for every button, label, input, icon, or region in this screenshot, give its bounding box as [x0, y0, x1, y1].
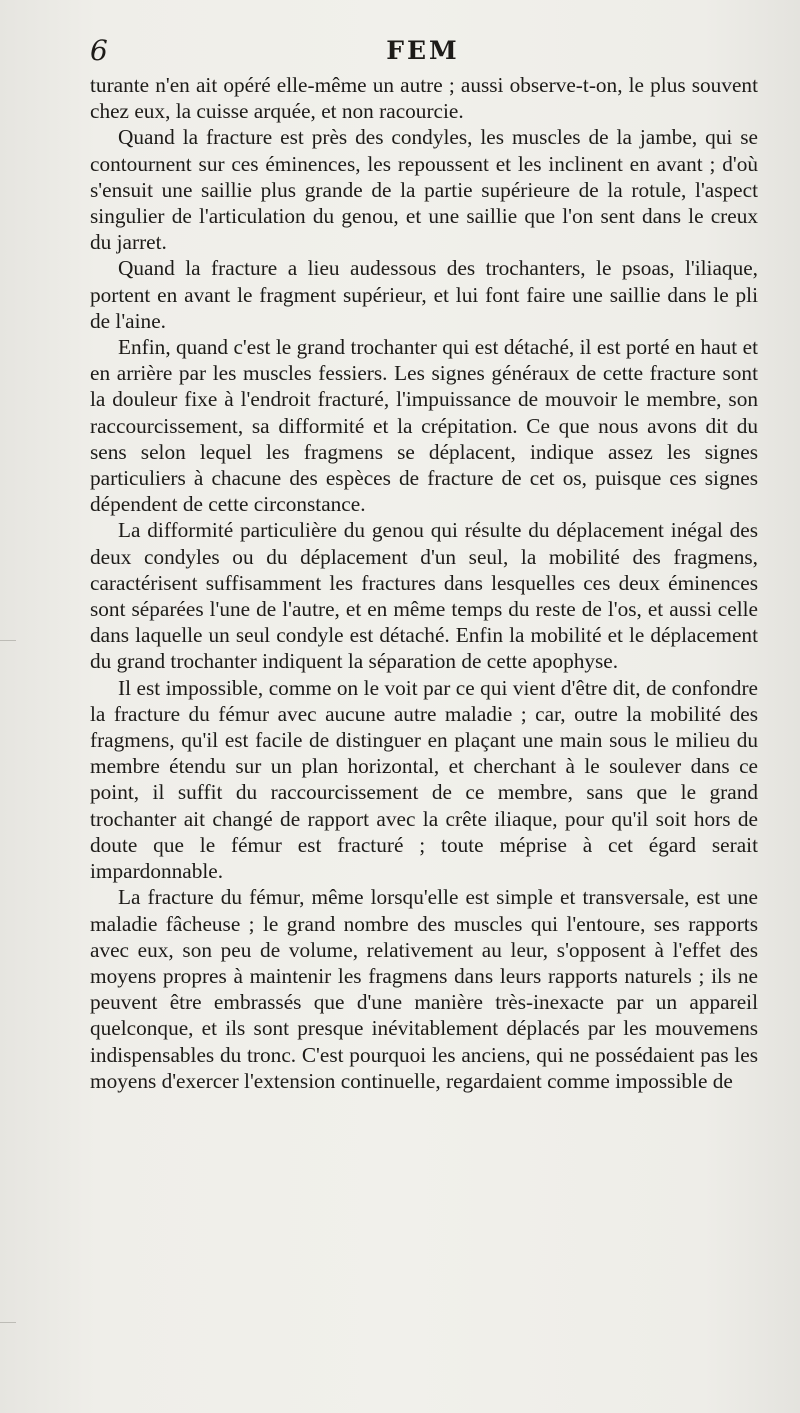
paragraph: La difformité particulière du genou qui résulte du déplacement inégal des deux condyles ou du déplacement d'un seul, la mobilité des fragmens, caractérisent suffisamment les fractures dans lesquelles ces deux éminences sont séparées l'une de l'autre, et en même temps du reste de l'os, et aussi celle dans laquelle un seul condyle est détaché. Enfin la mobilité et le déplacement du grand trochanter indiquent la séparation de cette apophyse. [90, 518, 758, 674]
running-title: FEM [386, 36, 460, 65]
paragraph: Quand la fracture a lieu audessous des trochanters, le psoas, l'iliaque, portent en avant le fragment supérieur, et lui font faire une saillie dans le pli de l'aine. [90, 256, 758, 333]
page-edge-mark [0, 640, 16, 641]
paragraph: Quand la fracture est près des condyles, les muscles de la jambe, qui se contournent sur ces éminences, les repoussent et les inclinent en avant ; d'où s'ensuit une saillie plus grande de la partie supérieure de la rotule, l'aspect singulier de l'articulation du genou, et une saillie que l'on sent dans le creux du jarret. [90, 125, 758, 255]
page-edge-mark [0, 1322, 16, 1323]
paragraph: turante n'en ait opéré elle-même un autre ; aussi observe-t-on, le plus souvent chez eux, la cuisse arquée, et non racourcie. [90, 73, 758, 124]
paragraph: Il est impossible, comme on le voit par ce qui vient d'être dit, de confondre la fracture du fémur avec aucune autre maladie ; car, outre la mobilité des fragmens, qu'il est facile de distinguer en plaçant une main sous le milieu du membre étendu sur un plan horizontal, et cherchant à le soulever dans ce point, il suffit du raccourcissement de ce membre, sans que le grand trochanter ait changé de rapport avec la crête iliaque, pour qu'il soit hors de doute que le fémur est fracturé ; toute méprise à cet égard serait impardonnable. [90, 675, 758, 884]
paragraph: Enfin, quand c'est le grand trochanter qui est détaché, il est porté en haut et en arrière par les muscles fessiers. Les signes généraux de cette fracture sont la douleur fixe à l'endroit fracturé, l'impuissance de mouvoir le membre, son raccourcissement, sa difformité et la crépitation. Ce que nous avons dit du sens selon lequel les fragmens se déplacent, indique assez les signes particuliers à chacune des espèces de fracture de cet os, puisque ces signes dépendent de cette circonstance. [90, 335, 758, 517]
body-text [90, 72, 758, 1094]
running-head [88, 34, 758, 68]
paragraph: La fracture du fémur, même lorsqu'elle est simple et transversale, est une maladie fâcheuse ; le grand nombre des muscles qui l'entoure, ses rapports avec eux, son peu de volume, relativement au leur, s'opposent à l'effet des moyens propres à maintenir les fragmens dans leurs rapports naturels ; ils ne peuvent être embrassés que d'une manière très-inexacte par un appareil quelconque, et ils sont presque inévitablement déplacés par les mouvemens indispensables du tronc. C'est pourquoi les anciens, qui ne possédaient pas les moyens d'exercer l'extension continuelle, regardaient comme impossible de [90, 885, 758, 1093]
page-number: 6 [90, 34, 108, 67]
